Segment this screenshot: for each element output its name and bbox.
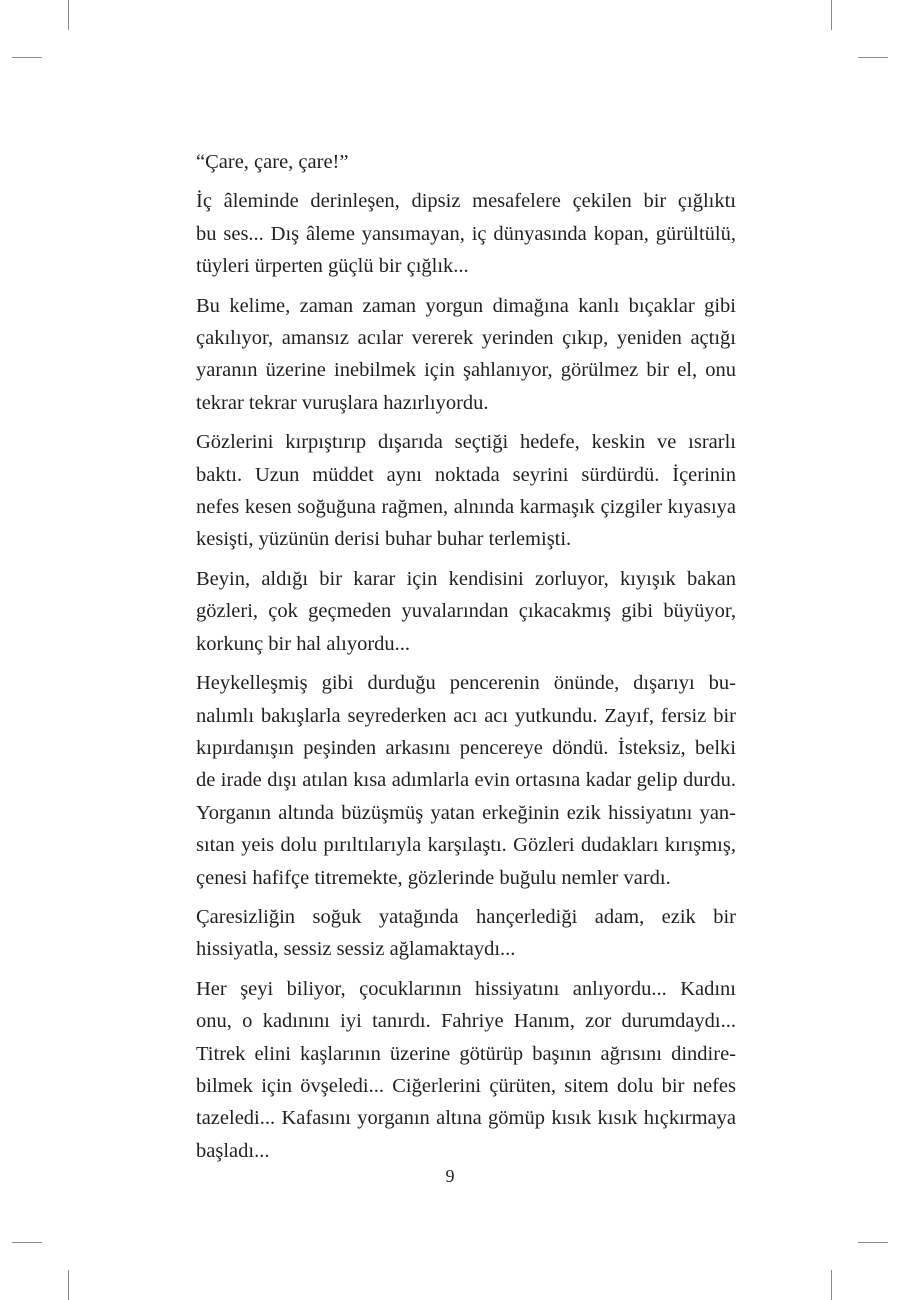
text-line: tazeledi... Kafasını yorganın altına gömüp kısık kısık hıçkırmaya xyxy=(196,1107,736,1130)
paragraph xyxy=(166,563,736,660)
text-line: çenesi hafifçe titremekte, gözlerinde buğulu nemler vardı. xyxy=(196,866,671,889)
paragraph xyxy=(166,973,736,1167)
crop-mark-right-bottom xyxy=(858,1242,888,1243)
text-line: bilmek için övşeledi... Ciğerlerini çürüten, sitem dolu bir nefes xyxy=(196,1074,736,1097)
text-line: nalımlı bakışlarla seyrederken acı acı yutkundu. Zayıf, fersiz bir xyxy=(196,704,736,727)
paragraph xyxy=(166,667,736,894)
text-line: Yorganın altında büzüşmüş yatan erkeğinin ezik hissiyatını yan- xyxy=(196,801,736,824)
crop-mark-left-top xyxy=(12,57,42,58)
text-line: Heykelleşmiş gibi durduğu pencerenin önünde, dışarıyı bu- xyxy=(196,672,736,695)
text-line: baktı. Uzun müddet aynı noktada seyrini sürdürdü. İçerinin xyxy=(196,463,736,486)
text-line: onu, o kadınını iyi tanırdı. Fahriye Hanım, zor durumdaydı... xyxy=(196,1010,736,1033)
paragraph xyxy=(166,290,736,420)
text-line: kıpırdanışın peşinden arkasını pencereye döndü. İsteksiz, belki xyxy=(196,736,736,759)
text-line: Titrek elini kaşlarının üzerine götürüp başının ağrısını dindire- xyxy=(196,1042,736,1065)
crop-mark-bottom-left xyxy=(68,1270,69,1300)
crop-mark-top-left xyxy=(68,0,69,30)
paragraph xyxy=(166,426,736,556)
text-line: sıtan yeis dolu pırıltılarıyla karşılaştı. Gözleri dudakları kırışmış, xyxy=(196,834,736,857)
text-line: “Çare, çare, çare!” xyxy=(196,151,349,173)
text-line: Her şeyi biliyor, çocuklarının hissiyatını anlıyordu... Kadını xyxy=(196,977,736,1000)
text-line: korkunç bir hal alıyordu... xyxy=(196,632,411,655)
text-line: de irade dışı atılan kısa adımlarla evin ortasına kadar gelip durdu. xyxy=(196,769,736,792)
text-line: çakılıyor, amansız acılar vererek yerinden çıkıp, yeniden açtığı xyxy=(196,327,736,350)
page-number: 9 xyxy=(445,1166,455,1186)
text-line: bu ses... Dış âleme yansımayan, iç dünyasında kopan, gürültülü, xyxy=(196,222,736,245)
crop-mark-top-right xyxy=(831,0,832,30)
paragraph xyxy=(166,901,736,966)
text-line: hissiyatla, sessiz sessiz ağlamaktaydı... xyxy=(196,938,516,961)
text-line: gözleri, çok geçmeden yuvalarından çıkacakmış gibi büyüyor, xyxy=(196,600,736,623)
body-text xyxy=(166,146,736,1174)
text-line: Gözlerini kırpıştırıp dışarıda seçtiği hedefe, keskin ve ısrarlı xyxy=(196,431,736,454)
text-line: tekrar tekrar vuruşlara hazırlıyordu. xyxy=(196,391,489,414)
crop-mark-left-bottom xyxy=(12,1242,42,1243)
text-line: tüyleri ürperten güçlü bir çığlık... xyxy=(196,255,469,278)
text-line: İç âleminde derinleşen, dipsiz mesafelere çekilen bir çığlıktı xyxy=(196,190,736,213)
paragraph xyxy=(166,146,736,178)
crop-mark-right-top xyxy=(858,57,888,58)
text-line: kesişti, yüzünün derisi buhar buhar terlemişti. xyxy=(196,528,572,551)
text-line: nefes kesen soğuğuna rağmen, alnında karmaşık çizgiler kıyasıya xyxy=(196,496,736,519)
paragraph xyxy=(166,185,736,282)
text-line: yaranın üzerine inebilmek için şahlanıyor, görülmez bir el, onu xyxy=(196,359,736,382)
text-line: Beyin, aldığı bir karar için kendisini zorluyor, kıyışık bakan xyxy=(196,567,736,590)
crop-mark-bottom-right xyxy=(831,1270,832,1300)
text-line: Çaresizliğin soğuk yatağında hançerlediği adam, ezik bir xyxy=(196,905,736,928)
text-line: Bu kelime, zaman zaman yorgun dimağına kanlı bıçaklar gibi xyxy=(196,294,736,317)
text-line: başladı... xyxy=(196,1139,270,1162)
